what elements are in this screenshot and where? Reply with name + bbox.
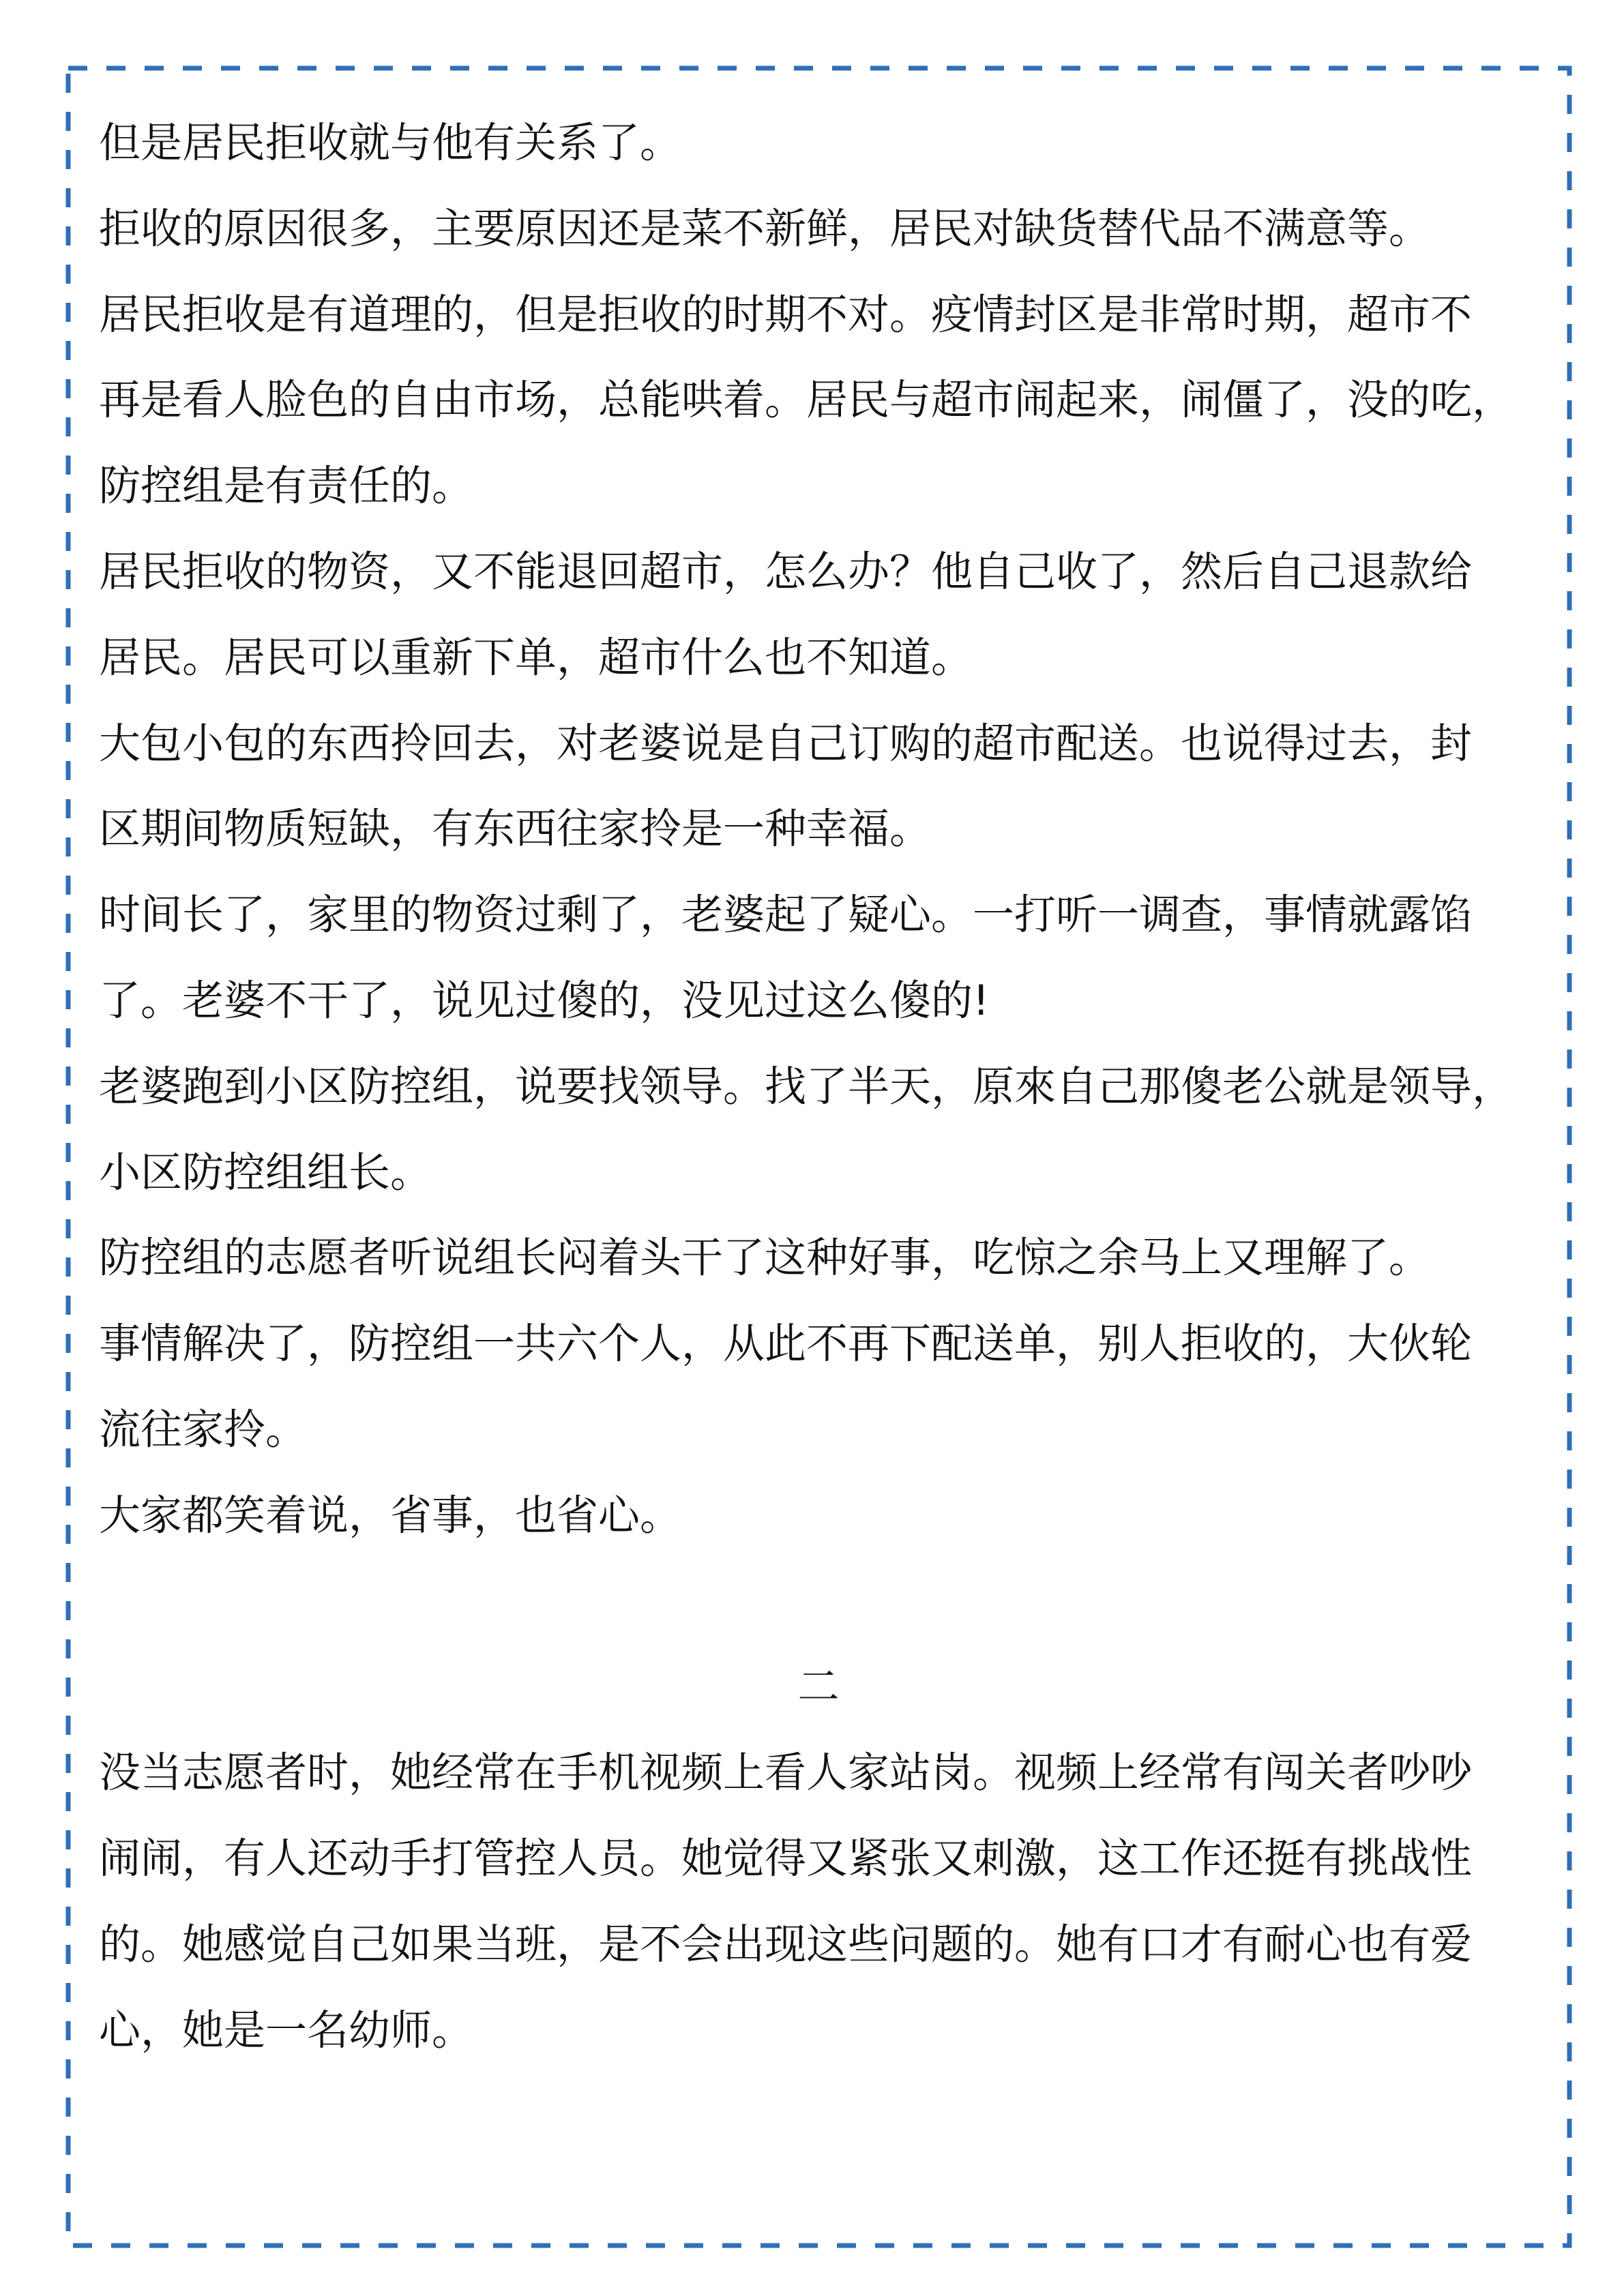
text-line: 拒收的原因很多，主要原因还是菜不新鲜，居民对缺货替代品不满意等。	[99, 204, 1431, 253]
paragraph	[99, 1730, 1538, 2073]
document-body	[99, 100, 1538, 2073]
section-1	[99, 100, 1538, 1559]
paragraph	[99, 701, 1538, 873]
paragraph	[99, 1473, 1538, 1559]
paragraph	[99, 272, 1538, 529]
section-heading: 二	[797, 1663, 840, 1712]
paragraph	[99, 186, 1538, 272]
text-line: 大家都笑着说，省事，也省心。	[99, 1491, 682, 1540]
text-line: 大包小包的东西拎回去，对老婆说是自己订购的超市配送。也说得过去，封	[99, 719, 1473, 768]
text-line: 再是看人脸色的自由市场，总能哄着。居民与超市闹起来，闹僵了，没的吃，	[99, 376, 1514, 425]
paragraph	[99, 529, 1538, 701]
paragraph	[99, 1215, 1538, 1301]
blank-line	[99, 1559, 1538, 1645]
text-line: 闹闹，有人还动手打管控人员。她觉得又紧张又刺激，这工作还挺有挑战性	[99, 1834, 1473, 1883]
text-line: 小区防控组组长。	[99, 1148, 432, 1197]
section-2	[99, 1730, 1538, 2073]
paragraph	[99, 100, 1538, 186]
paragraph	[99, 1044, 1538, 1216]
text-line: 防控组的志愿者听说组长闷着头干了这种好事，吃惊之余马上又理解了。	[99, 1234, 1431, 1283]
text-line: 流往家拎。	[99, 1405, 308, 1454]
text-line: 的。她感觉自己如果当班，是不会出现这些问题的。她有口才有耐心也有爱	[99, 1920, 1473, 1969]
text-line: 了。老婆不干了，说见过傻的，没见过这么傻的!	[99, 976, 990, 1025]
text-line: 区期间物质短缺，有东西往家拎是一种幸福。	[99, 805, 932, 854]
text-line: 居民。居民可以重新下单，超市什么也不知道。	[99, 633, 973, 682]
text-line: 时间长了，家里的物资过剩了，老婆起了疑心。一打听一调查，事情就露馅	[99, 891, 1473, 940]
paragraph	[99, 1301, 1538, 1473]
text-line: 居民拒收是有道理的，但是拒收的时期不对。疫情封区是非常时期，超市不	[99, 290, 1473, 339]
text-line: 但是居民拒收就与他有关系了。	[99, 119, 682, 167]
text-line: 防控组是有责任的。	[99, 462, 474, 511]
paragraph	[99, 872, 1538, 1044]
text-line: 事情解决了，防控组一共六个人，从此不再下配送单，别人拒收的，大伙轮	[99, 1320, 1473, 1369]
text-line: 没当志愿者时，她经常在手机视频上看人家站岗。视频上经常有闯关者吵吵	[99, 1748, 1473, 1798]
text-line: 心，她是一名幼师。	[99, 2006, 474, 2055]
text-line: 居民拒收的物资，又不能退回超市，怎么办？他自己收了，然后自己退款给	[99, 547, 1473, 596]
text-line: 老婆跑到小区防控组，说要找领导。找了半天，原來自己那傻老公就是领导，	[99, 1062, 1514, 1111]
